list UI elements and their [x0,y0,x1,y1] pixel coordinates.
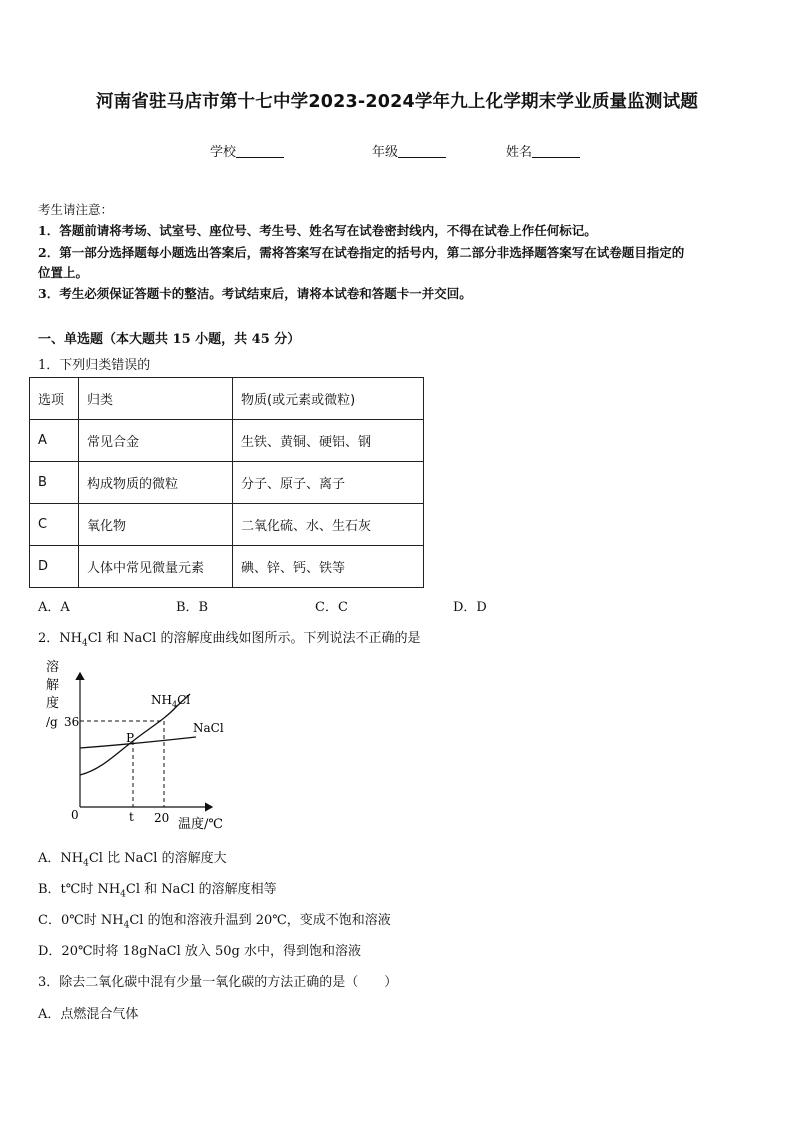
table-cell: 氧化物 [79,504,233,546]
table-row [30,546,424,588]
school-label: 学校 [210,145,237,160]
q1-table [29,377,424,588]
table-cell: A [30,420,79,462]
y-label-char: 解 [46,678,60,693]
q2-option-c[interactable] [38,909,391,931]
series-label-nh4cl: $NH_4Cl$ [151,693,191,709]
page-title: 河南省驻马店市第十七中学2023-2024学年九上化学期末学业质量监测试题 [95,92,699,112]
q2-stem [38,627,420,649]
origin-label: 0 [71,808,79,822]
table-cell: 二氧化硫、水、生石灰 [233,504,424,546]
table-header-cell: 选项 [30,378,79,420]
grade-field [372,141,446,160]
table-cell: D [30,546,79,588]
q1-option-b[interactable]: B．B [176,600,209,615]
series-label-nacl: NaCl [193,721,224,735]
table-row [30,420,424,462]
point-label-p: P [126,731,135,745]
x-tick-20: 20 [154,811,170,825]
table-header-cell: 归类 [79,378,233,420]
q2-c-post: Cl 的饱和溶液升温到 20℃，变成不饱和溶液 [129,913,391,928]
name-field [506,141,580,160]
table-cell: 构成物质的微粒 [79,462,233,504]
notice-item-2: 2．第一部分选择题每小题选出答案后，需将答案写在试卷指定的括号内，第二部分非选择题答案写在试卷题目指定的 [38,245,685,260]
table-cell: 碘、锌、钙、铁等 [233,546,424,588]
table-cell: 常见合金 [79,420,233,462]
q2-a-sub: 4 [83,858,89,869]
q2-option-a[interactable] [38,847,227,869]
notice-item-1: 1．答题前请将考场、试室号、座位号、考生号、姓名写在试卷密封线内，不得在试卷上作任何标记。 [38,223,597,238]
table-header-row [30,378,424,420]
q1-option-d[interactable]: D．D [453,600,487,615]
y-label-char: 溶 [46,660,60,675]
q2-option-b[interactable] [38,878,277,900]
notice-heading: 考生请注意： [38,202,114,217]
table-cell: 人体中常见微量元素 [79,546,233,588]
series-line-nacl [80,737,196,748]
school-field [210,141,284,160]
y-label-char: 度 [46,696,60,711]
q3-option-a[interactable]: A．点燃混合气体 [38,1007,139,1022]
table-row [30,462,424,504]
q2-b-sub: 4 [120,889,126,900]
grade-label: 年级 [372,145,399,160]
q2-c-sub: 4 [123,920,130,931]
x-axis-label: 温度/℃ [178,817,223,832]
x-tick-t: t [129,810,134,824]
table-cell: 生铁、黄铜、硬铝、钢 [233,420,424,462]
table-cell: 分子、原子、离子 [233,462,424,504]
q2-b-post: Cl 和 NaCl 的溶解度相等 [125,882,277,897]
q2-b-pre: B．t℃时 NH [38,882,121,897]
q3-stem: 3．除去二氧化碳中混有少量一氧化碳的方法正确的是（ ） [38,975,398,990]
y-tick-36: 36 [64,715,80,729]
y-label-unit: /g [46,715,58,729]
q2-stem-pre: 2．NH [38,631,82,646]
section-title: 一、单选题（本大题共 15 小题，共 45 分） [38,332,301,347]
q1-option-a[interactable]: A．A [38,600,70,615]
table-row [30,504,424,546]
notice-item-3: 3．考生必须保证答题卡的整洁。考试结束后，请将本试卷和答题卡一并交回。 [38,286,472,301]
table-cell: C [30,504,79,546]
q2-stem-post: Cl 和 NaCl 的溶解度曲线如图所示。下列说法不正确的是 [87,631,421,646]
table-header-cell: 物质(或元素或微粒) [233,378,424,420]
solubility-chart [40,655,240,835]
q2-option-d[interactable]: D．20℃时将 18gNaCl 放入 50g 水中，得到饱和溶液 [38,944,361,959]
q1-stem: 1．下列归类错误的 [38,358,151,373]
name-blank[interactable] [532,145,580,158]
notice-item-2-cont: 位置上。 [38,265,89,280]
grade-blank[interactable] [398,145,446,158]
q2-a-pre: A．NH [38,851,84,866]
table-cell: B [30,462,79,504]
name-label: 姓名 [506,145,533,160]
q2-c-pre: C．0℃时 NH [38,913,124,928]
q2-stem-sub: 4 [81,638,88,649]
q2-a-post: Cl 比 NaCl 的溶解度大 [88,851,227,866]
q1-option-c[interactable]: C．C [315,600,348,615]
school-blank[interactable] [236,145,284,158]
